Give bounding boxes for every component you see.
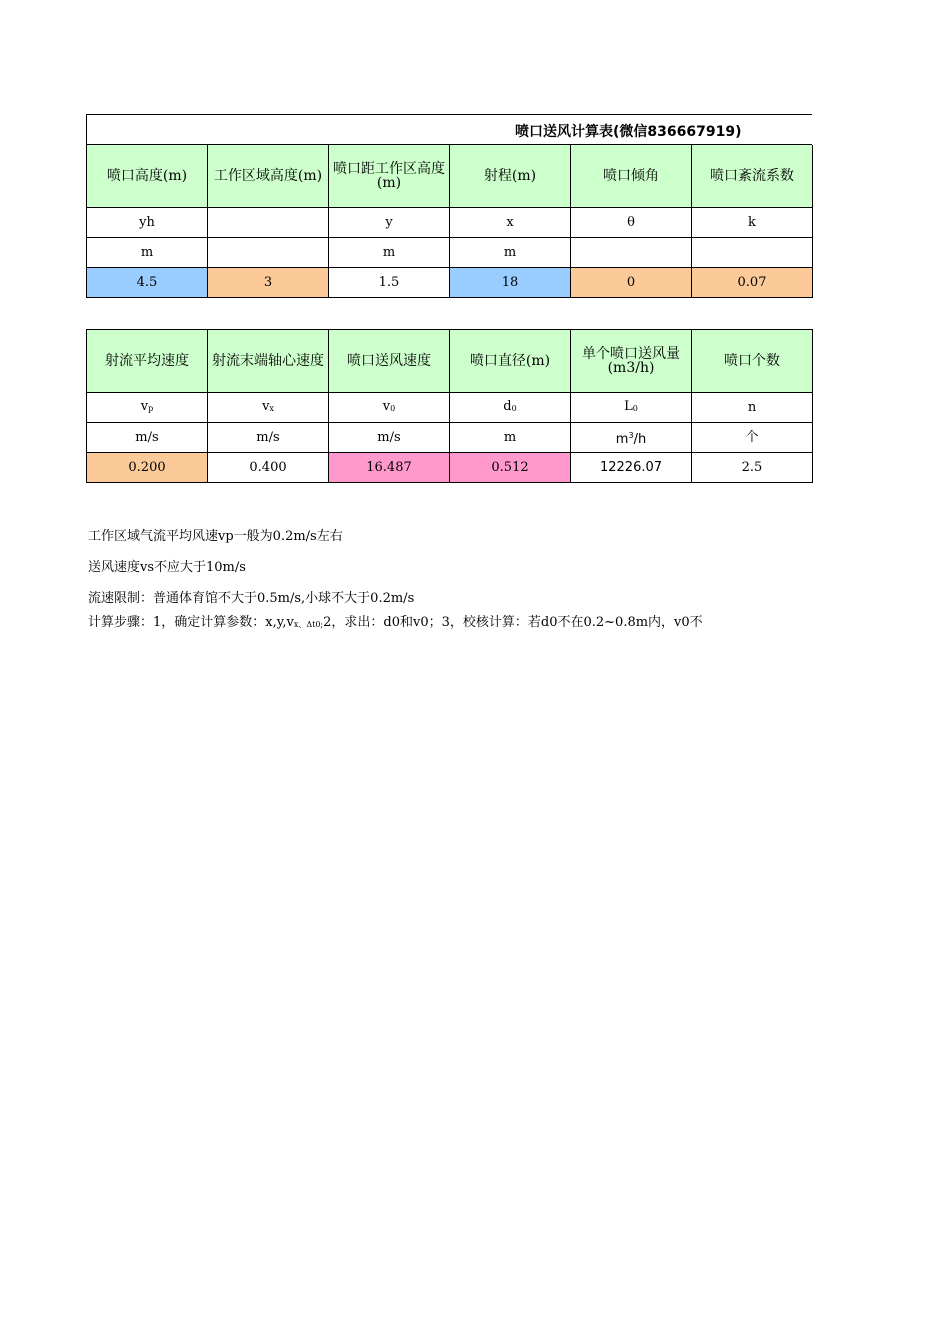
header-single-nozzle-airflow[interactable]: 单个喷口送风量(m3/h) (571, 330, 692, 393)
note-average-velocity[interactable]: 工作区域气流平均风速vp一般为0.2m/s左右 (88, 529, 343, 544)
calculation-sheet (86, 114, 812, 483)
symbol-theta[interactable]: θ (571, 208, 692, 238)
table1-unit-row (87, 238, 813, 268)
unit-l0[interactable]: $m^3/h$ (571, 423, 692, 453)
value-single-nozzle-airflow[interactable]: 12226.07 (571, 453, 692, 483)
symbol-l0[interactable]: L0 (571, 393, 692, 423)
table2-unit-row (87, 423, 813, 453)
table2-value-row (87, 453, 813, 483)
value-nozzle-count[interactable]: 2.5 (692, 453, 813, 483)
sheet-title: 喷口送风计算表(微信836667919) (515, 124, 742, 140)
symbol-y[interactable]: y (329, 208, 450, 238)
input-parameters-table (86, 145, 813, 298)
unit-vp[interactable]: m/s (87, 423, 208, 453)
symbol-vx[interactable]: vx (208, 393, 329, 423)
note-velocity-restriction[interactable]: 流速限制：普通体育馆不大于0.5m/s,小球不大于0.2m/s (88, 591, 415, 606)
unit-n[interactable]: 个 (692, 423, 813, 453)
symbol-n[interactable]: n (692, 393, 813, 423)
title-row (86, 114, 812, 145)
value-nozzle-to-zone-height[interactable]: 1.5 (329, 268, 450, 298)
symbol-empty[interactable] (208, 208, 329, 238)
results-table (86, 329, 813, 483)
symbol-k[interactable]: k (692, 208, 813, 238)
unit-k[interactable] (692, 238, 813, 268)
unit-theta[interactable] (571, 238, 692, 268)
value-nozzle-height[interactable]: 4.5 (87, 268, 208, 298)
value-work-zone-height[interactable]: 3 (208, 268, 329, 298)
unit-v0[interactable]: m/s (329, 423, 450, 453)
unit-yh[interactable]: m (87, 238, 208, 268)
symbol-v0[interactable]: v0 (329, 393, 450, 423)
header-throw-distance[interactable]: 射程(m) (450, 145, 571, 208)
value-nozzle-angle[interactable]: 0 (571, 268, 692, 298)
symbol-vp[interactable]: vp (87, 393, 208, 423)
header-nozzle-angle[interactable]: 喷口倾角 (571, 145, 692, 208)
note-supply-velocity-limit[interactable]: 送风速度vs不应大于10m/s (88, 560, 246, 575)
header-jet-average-velocity[interactable]: 射流平均速度 (87, 330, 208, 393)
header-nozzle-diameter[interactable]: 喷口直径(m) (450, 330, 571, 393)
unit-vx[interactable]: m/s (208, 423, 329, 453)
symbol-yh[interactable]: yh (87, 208, 208, 238)
value-jet-end-axial-velocity[interactable]: 0.400 (208, 453, 329, 483)
header-turbulence-coefficient[interactable]: 喷口紊流系数 (692, 145, 813, 208)
header-nozzle-supply-velocity[interactable]: 喷口送风速度 (329, 330, 450, 393)
unit-d0[interactable]: m (450, 423, 571, 453)
symbol-d0[interactable]: d0 (450, 393, 571, 423)
note-calculation-steps[interactable]: 计算步骤：1，确定计算参数：x,y,vx、Δt0;2，求出：d0和v0；3，校核计算：若d0不在0.2~0.8m内，v0不 (88, 615, 703, 630)
value-throw-distance[interactable]: 18 (450, 268, 571, 298)
value-nozzle-supply-velocity[interactable]: 16.487 (329, 453, 450, 483)
notes-section (88, 526, 812, 643)
header-nozzle-to-zone-height[interactable]: 喷口距工作区高度(m) (329, 145, 450, 208)
table2-symbol-row (87, 393, 813, 423)
value-turbulence-coefficient[interactable]: 0.07 (692, 268, 813, 298)
header-work-zone-height[interactable]: 工作区域高度(m) (208, 145, 329, 208)
header-nozzle-height[interactable]: 喷口高度(m) (87, 145, 208, 208)
unit-y[interactable]: m (329, 238, 450, 268)
unit-work-zone[interactable] (208, 238, 329, 268)
unit-x[interactable]: m (450, 238, 571, 268)
table2-header-row (87, 330, 813, 393)
value-nozzle-diameter[interactable]: 0.512 (450, 453, 571, 483)
value-jet-average-velocity[interactable]: 0.200 (87, 453, 208, 483)
table1-header-row (87, 145, 813, 208)
header-nozzle-count[interactable]: 喷口个数 (692, 330, 813, 393)
table1-value-row (87, 268, 813, 298)
table-gap (86, 298, 812, 329)
header-jet-end-axial-velocity[interactable]: 射流末端轴心速度 (208, 330, 329, 393)
symbol-x[interactable]: x (450, 208, 571, 238)
table1-symbol-row (87, 208, 813, 238)
